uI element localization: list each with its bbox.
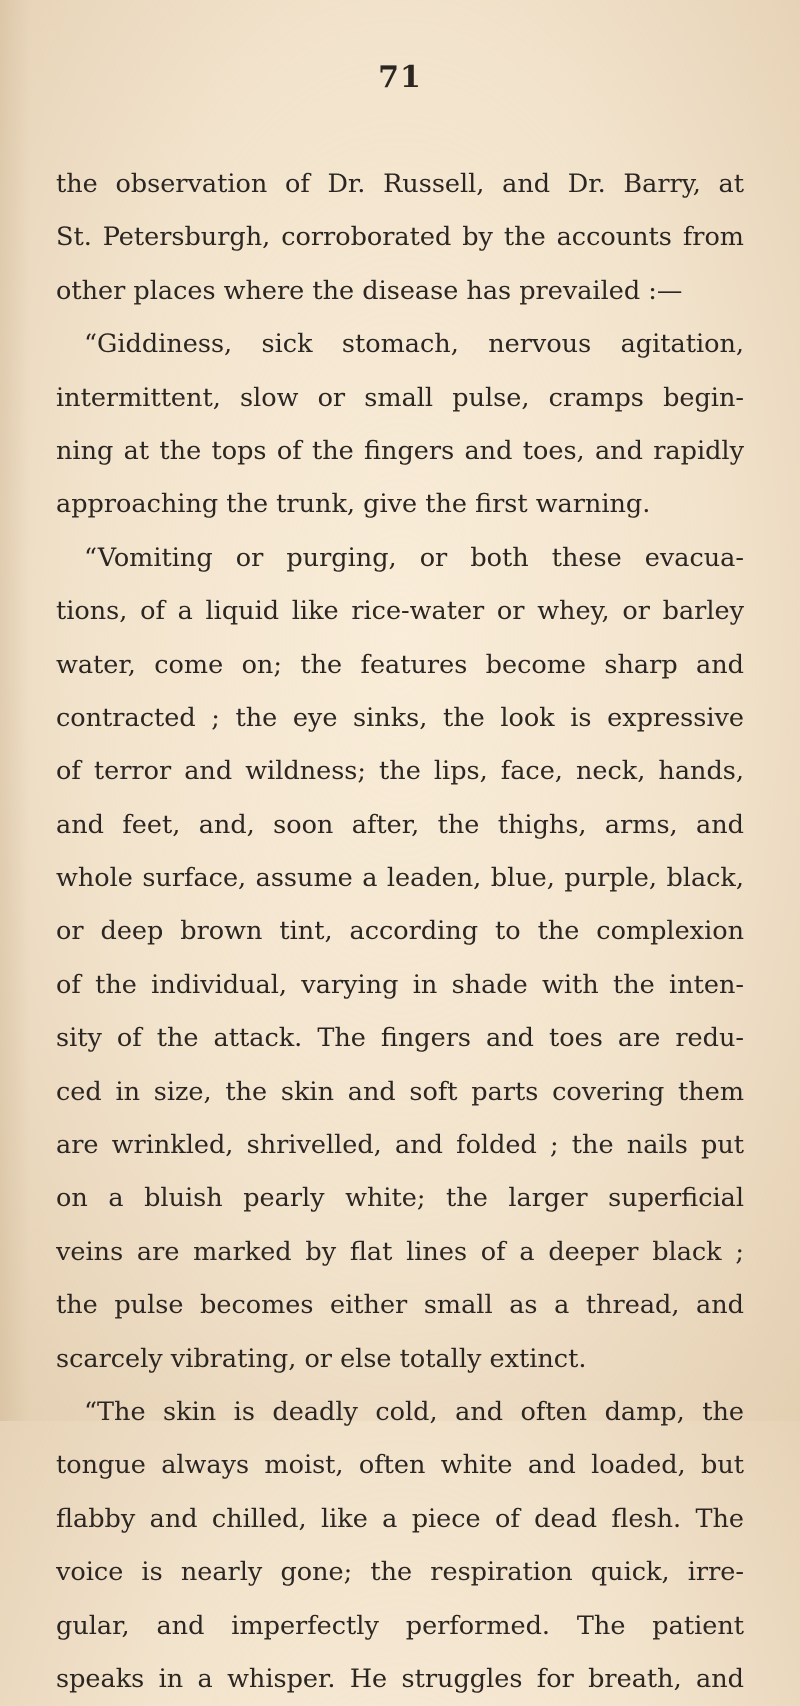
text-line: of terror and wildness; the lips, face, neck, hands, (56, 756, 744, 787)
text-line: other places where the disease has prevailed :— (56, 275, 683, 306)
text-line: gular, and imperfectly performed. The patient (56, 1610, 744, 1641)
text-line: of the individual, varying in shade with the inten- (56, 969, 744, 1000)
text-line: tions, of a liquid like rice-water or whey, or barley (56, 596, 744, 627)
text-line: the pulse becomes either small as a thread, and (56, 1290, 744, 1321)
text-line: sity of the attack. The fingers and toes are redu- (56, 1023, 744, 1054)
page-edge-shadow (0, 0, 30, 1421)
text-line: St. Petersburgh, corroborated by the accounts from (56, 222, 744, 253)
text-line: flabby and chilled, like a piece of dead flesh. The (56, 1503, 744, 1534)
text-line: on a bluish pearly white; the larger superficial (56, 1183, 744, 1214)
body-text (56, 158, 744, 1706)
text-line: whole surface, assume a leaden, blue, purple, black, (56, 863, 744, 894)
text-line: “Giddiness, sick stomach, nervous agitation, (84, 329, 744, 360)
text-line: speaks in a whisper. He struggles for breath, and (56, 1663, 744, 1694)
text-line: ning at the tops of the fingers and toes, and rapidly (56, 435, 744, 466)
text-line: water, come on; the features become sharp and (56, 649, 744, 680)
text-line: are wrinkled, shrivelled, and folded ; the nails put (56, 1130, 744, 1161)
text-line: contracted ; the eye sinks, the look is expressive (56, 702, 744, 733)
text-line: or deep brown tint, according to the complexion (56, 916, 744, 947)
text-line: veins are marked by flat lines of a deeper black ; (56, 1236, 744, 1267)
text-line: the observation of Dr. Russell, and Dr. Barry, at (56, 169, 744, 199)
text-line: scarcely vibrating, or else totally extinct. (56, 1343, 587, 1374)
text-line: tongue always moist, often white and loaded, but (56, 1450, 744, 1481)
text-line: “The skin is deadly cold, and often damp, the (84, 1396, 744, 1427)
text-line: approaching the trunk, give the first warning. (56, 489, 651, 520)
text-line: intermittent, slow or small pulse, cramps begin- (56, 382, 744, 413)
text-line: “Vomiting or purging, or both these evacua- (84, 542, 744, 573)
text-line: voice is nearly gone; the respiration quick, irre- (56, 1557, 744, 1588)
text-line: ced in size, the skin and soft parts covering them (56, 1076, 744, 1107)
page-number: 71 (378, 60, 422, 95)
text-line: and feet, and, soon after, the thighs, arms, and (56, 809, 744, 840)
